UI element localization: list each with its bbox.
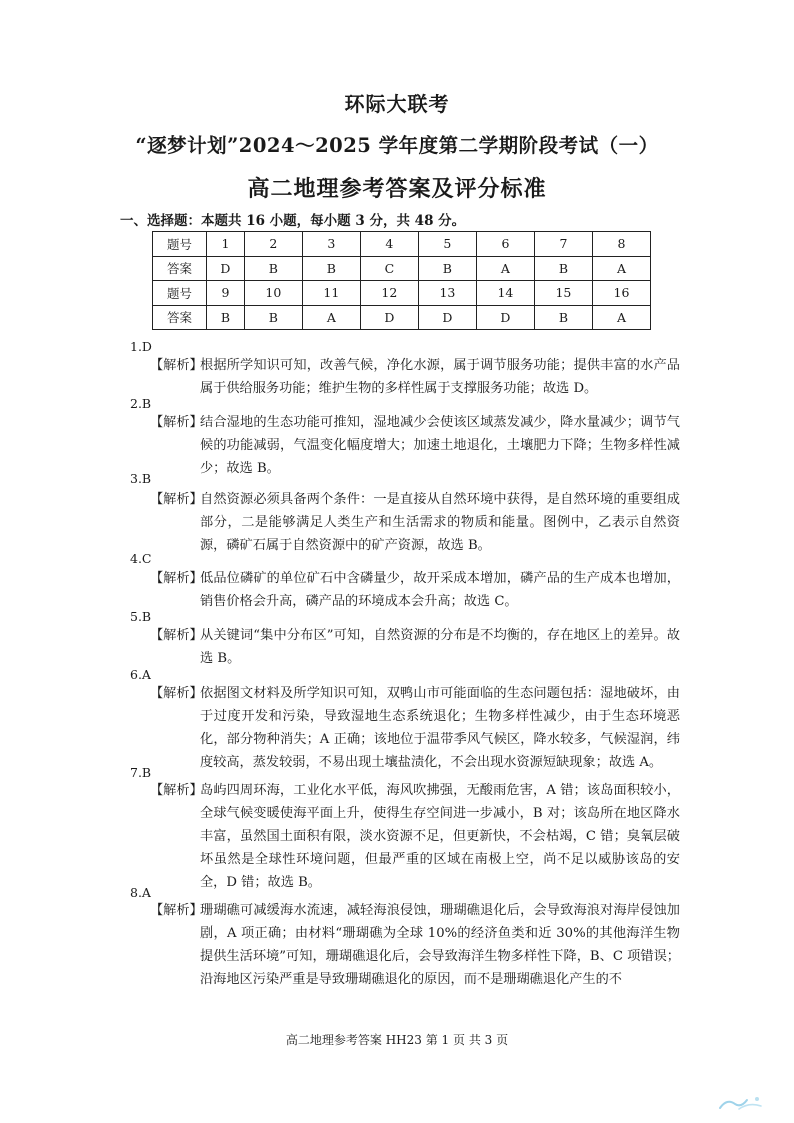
explanation-block [150,779,680,894]
explanation-tag: 【解析】 [150,358,203,373]
question-number: 11 [302,281,360,306]
explanation-text: 低品位磷矿的单位矿石中含磷量少，故开采成本增加，磷产品的生产成本也增加，销售价格会升高，磷产品的环境成本会升高；故选 C。 [200,571,680,609]
explanation-block [150,488,680,557]
answer-key-label: 4.C [130,551,152,566]
explanation-text: 依据图文材料及所学知识可知，双鸭山市可能面临的生态问题包括：湿地破坏，由于过度开发和污染，导致湿地生态系统退化；生物多样性减少，由于生态环境恶化，部分物种消失；A 正确；该地位于温带季风气候区，降水较多，气候湿润，纬度较高，蒸发较弱，不易出现土壤盐渍化，不会出现水资源短缺现象；故选 A。 [200,686,680,770]
answer-cell: B [534,305,592,330]
question-number: 2 [244,232,302,257]
question-number: 7 [534,232,592,257]
explanation-block [150,624,680,670]
answer-cell: B [418,256,476,281]
explanation-text: 根据所学知识可知，改善气候，净化水源，属于调节服务功能；提供丰富的水产品属于供给服务功能；维护生物的多样性属于支撑服务功能；故选 D。 [200,358,680,396]
explanation-tag: 【解析】 [150,628,203,643]
explanation-tag: 【解析】 [150,571,203,586]
answer-cell: A [302,305,360,330]
question-number: 4 [360,232,418,257]
question-number: 1 [207,232,245,257]
answer-cell: A [476,256,534,281]
row-label: 答案 [153,305,207,330]
answer-cell: A [592,305,650,330]
explanation-block [150,354,680,400]
table-row [153,256,651,281]
answer-key-label: 5.B [130,609,152,624]
table-row [153,305,651,330]
row-label: 题号 [153,232,207,257]
answer-key-label: 6.A [130,667,151,682]
explanation-block [150,567,680,613]
page-footer: 高二地理参考答案 HH23 第 1 页 共 3 页 [285,1033,509,1047]
explanation-text: 岛屿四周环海，工业化水平低，海风吹拂强，无酸雨危害，A 错；该岛面积较小，全球气候变暖使海平面上升，使得生存空间进一步减小，B 对；该岛所在地区降水丰富，虽然国土面积有限，淡水资源不足，但更新快，不会枯竭，C 错；臭氧层破坏虽然是全球性环境问题，但最严重的区域在南极上空，尚不足以威胁该岛的安全，D 错；故选 B。 [200,783,680,890]
answer-cell: B [302,256,360,281]
answer-cell: D [476,305,534,330]
explanation-tag: 【解析】 [150,903,203,918]
answer-key-label: 8.A [130,885,151,900]
question-number: 16 [592,281,650,306]
question-number: 8 [592,232,650,257]
answer-cell: B [207,305,245,330]
question-number: 12 [360,281,418,306]
answer-key-label: 1.D [130,339,152,354]
question-number: 5 [418,232,476,257]
explanation-text: 珊瑚礁可减缓海水流速，减轻海浪侵蚀，珊瑚礁退化后，会导致海浪对海岸侵蚀加剧，A 项正确；由材料“珊瑚礁为全球 10%的经济鱼类和近 30%的其他海洋生物提供生活环境”可知，珊瑚礁退化后，会导致海洋生物多样性下降，B、C 项错误；沿海地区污染严重是导致珊瑚礁退化的原因，而不是珊瑚礁退化产生的不 [200,903,680,987]
question-number: 3 [302,232,360,257]
exam-organizer: 环际大联考 [344,92,450,116]
explanation-block [150,411,680,480]
document-title: 高二地理参考答案及评分标准 [247,176,547,202]
answer-key-label: 7.B [130,765,152,780]
answer-cell: B [244,256,302,281]
question-number: 10 [244,281,302,306]
row-label: 题号 [153,281,207,306]
question-number: 15 [534,281,592,306]
answer-cell: B [244,305,302,330]
answer-key-label: 2.B [130,396,152,411]
scanner-watermark-icon [717,1092,765,1114]
explanation-text: 从关键词“集中分布区”可知，自然资源的分布是不均衡的，存在地区上的差异。故选 B。 [200,628,680,666]
answer-key-label: 3.B [130,471,152,486]
question-number: 14 [476,281,534,306]
exam-title: “逐梦计划”2024～2025 学年度第二学期阶段考试（一） [135,134,659,157]
answer-cell: C [360,256,418,281]
question-number: 9 [207,281,245,306]
answer-cell: D [418,305,476,330]
row-label: 答案 [153,256,207,281]
explanation-tag: 【解析】 [150,686,203,701]
explanation-text: 自然资源必须具备两个条件：一是直接从自然环境中获得，是自然环境的重要组成部分，二是能够满足人类生产和生活需求的物质和能量。图例中，乙表示自然资源，磷矿石属于自然资源中的矿产资源，故选 B。 [200,492,680,553]
explanation-block [150,899,680,991]
answer-table [152,231,651,330]
table-row [153,281,651,306]
explanation-tag: 【解析】 [150,783,203,798]
answer-cell: B [534,256,592,281]
explanation-tag: 【解析】 [150,415,203,430]
explanation-block [150,682,680,774]
answer-cell: A [592,256,650,281]
section-heading: 一、选择题：本题共 16 小题，每小题 3 分，共 48 分。 [120,213,466,229]
explanation-text: 结合湿地的生态功能可推知，湿地减少会使该区域蒸发减少，降水量减少；调节气候的功能减弱，气温变化幅度增大；加速土地退化，土壤肥力下降；生物多样性减少；故选 B。 [200,415,680,476]
explanation-tag: 【解析】 [150,492,203,507]
table-row [153,232,651,257]
question-number: 13 [418,281,476,306]
answer-cell: D [360,305,418,330]
question-number: 6 [476,232,534,257]
answer-cell: D [207,256,245,281]
